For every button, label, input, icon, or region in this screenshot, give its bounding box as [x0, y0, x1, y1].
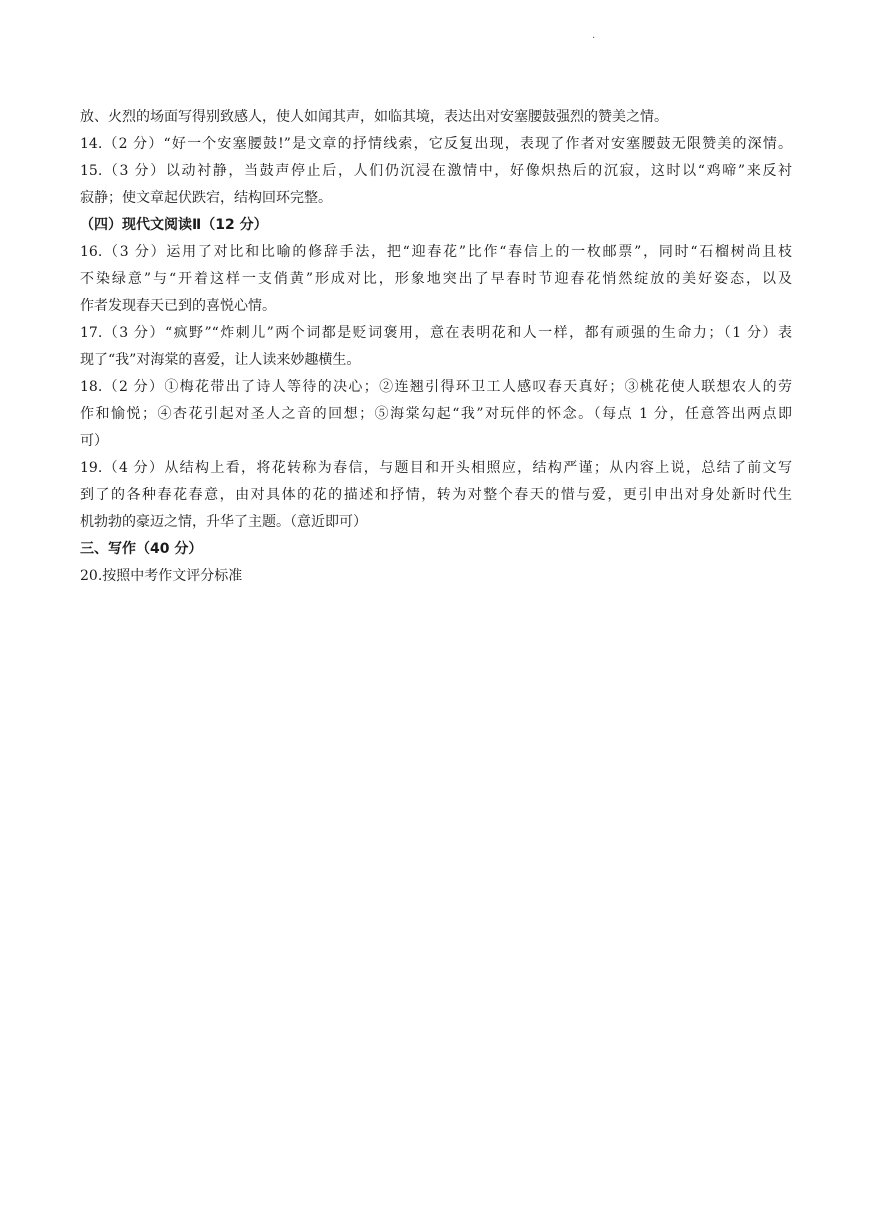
answer-17-line-1: 17.（3 分）“疯野”“炸刺儿”两个词都是贬词褒用，意在表明花和人一样，都有顽强的生命力；（1 分）表	[80, 325, 792, 341]
answer-19-line-2: 到了的各种春花春意，由对具体的花的描述和抒情，转为对整个春天的惜与爱，更引申出对身处新时代生	[80, 487, 792, 503]
header-dot: .	[592, 30, 596, 41]
answer-16-line-3: 作者发现春天已到的喜悦心情。	[80, 298, 276, 314]
answer-18-line-3: 可）	[80, 433, 108, 449]
answer-15-line-2: 寂静；使文章起伏跌宕，结构回环完整。	[80, 190, 332, 206]
answer-14: 14.（2 分）“好一个安塞腰鼓!”是文章的抒情线索，它反复出现，表现了作者对安塞腰鼓无限赞美的深情。	[80, 136, 792, 152]
section-heading-writing: 三、写作（40 分）	[80, 541, 203, 557]
answer-18-line-1: 18.（2 分）①梅花带出了诗人等待的决心；②连翘引得环卫工人感叹春天真好；③桃花使人联想农人的劳	[80, 379, 792, 395]
answer-15-line-1: 15.（3 分）以动衬静，当鼓声停止后，人们仍沉浸在激情中，好像炽热后的沉寂，这时以“鸡啼”来反衬	[80, 163, 792, 179]
answer-18-line-2: 作和愉悦；④杏花引起对圣人之音的回想；⑤海棠勾起“我”对玩伴的怀念。（每点 1 分，任意答出两点即	[80, 406, 792, 422]
answer-17-line-2: 现了“我”对海棠的喜爱，让人读来妙趣横生。	[80, 352, 361, 368]
answer-19-line-1: 19.（4 分）从结构上看，将花转称为春信，与题目和开头相照应，结构严谨；从内容上说，总结了前文写	[80, 460, 792, 476]
section-heading-modern-reading-2: （四）现代文阅读Ⅱ（12 分）	[80, 217, 268, 233]
answer-19-line-3: 机勃勃的豪迈之情，升华了主题。（意近即可）	[80, 514, 367, 530]
answer-content	[80, 104, 792, 590]
answer-20: 20.按照中考作文评分标准	[80, 568, 243, 584]
answer-16-line-2: 不染绿意”与“开着这样一支俏黄”形成对比，形象地突出了早春时节迎春花悄然绽放的美好姿态，以及	[80, 271, 792, 287]
answer-16-line-1: 16.（3 分）运用了对比和比喻的修辞手法，把“迎春花”比作“春信上的一枚邮票”，同时“石榴树尚且枝	[80, 244, 792, 260]
answer-13-continuation: 放、火烈的场面写得别致感人，使人如闻其声，如临其境，表达出对安塞腰鼓强烈的赞美之情。	[80, 109, 668, 125]
